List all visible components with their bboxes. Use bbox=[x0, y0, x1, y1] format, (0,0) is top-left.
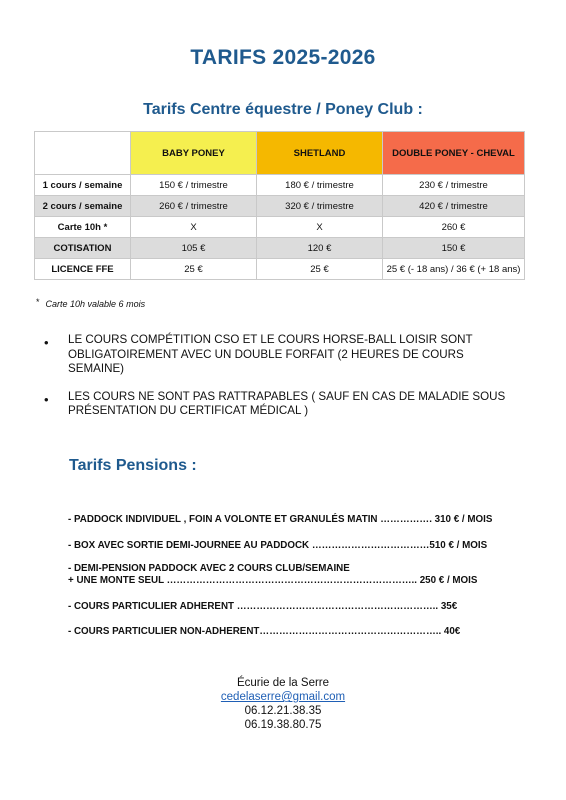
section-title-pensions: Tarifs Pensions : bbox=[69, 457, 197, 474]
table-cell: X bbox=[257, 217, 383, 238]
table-cell: 25 € (- 18 ans) / 36 € (+ 18 ans) bbox=[383, 259, 525, 280]
pension-item: - PADDOCK INDIVIDUEL , FOIN A VOLONTE ET GRANULÉS MATIN ……………. 310 € / MOIS bbox=[68, 514, 493, 525]
table-cell: 420 € / trimestre bbox=[383, 196, 525, 217]
table-row-label: 1 cours / semaine bbox=[35, 175, 131, 196]
footnote-asterisk: * bbox=[36, 297, 40, 307]
pension-item: - COURS PARTICULIER NON-ADHERENT……………………………………………….. 40€ bbox=[68, 626, 461, 637]
table-cell: 25 € bbox=[131, 259, 257, 280]
table-header-row bbox=[35, 132, 525, 175]
tarifs-table bbox=[34, 131, 525, 280]
contact-email-link[interactable]: cedelaserre@gmail.com bbox=[220, 691, 346, 703]
footnote-text: Carte 10h valable 6 mois bbox=[45, 299, 146, 309]
list-item bbox=[44, 333, 514, 377]
table-row-label: Carte 10h * bbox=[35, 217, 131, 238]
table-cell: X bbox=[131, 217, 257, 238]
table-cell: 180 € / trimestre bbox=[257, 175, 383, 196]
contact-phone: 06.12.21.38.35 bbox=[244, 705, 322, 717]
page-title: TARIFS 2025-2026 bbox=[190, 46, 376, 69]
footnote bbox=[36, 297, 145, 309]
bullet-icon: • bbox=[44, 335, 49, 350]
table-row bbox=[35, 217, 525, 238]
table-cell: 105 € bbox=[131, 238, 257, 259]
table-row bbox=[35, 259, 525, 280]
table-cell: 260 € / trimestre bbox=[131, 196, 257, 217]
table-header-empty bbox=[35, 132, 131, 175]
list-item bbox=[44, 390, 514, 419]
table-header-shetland: SHETLAND bbox=[257, 132, 383, 175]
table-row bbox=[35, 238, 525, 259]
pension-item: + UNE MONTE SEUL ………………………………………………………………….. 250 € / MOIS bbox=[68, 575, 478, 586]
table-row-label: 2 cours / semaine bbox=[35, 196, 131, 217]
pension-item: - DEMI-PENSION PADDOCK AVEC 2 COURS CLUB/SEMAINE bbox=[68, 563, 350, 574]
contact-phone: 06.19.38.80.75 bbox=[244, 719, 322, 731]
table-row bbox=[35, 196, 525, 217]
contact-name: Écurie de la Serre bbox=[236, 677, 330, 689]
table-cell: 25 € bbox=[257, 259, 383, 280]
table-row-label: LICENCE FFE bbox=[35, 259, 131, 280]
bullet-icon: • bbox=[44, 391, 49, 407]
table-header-double-poney: DOUBLE PONEY - CHEVAL bbox=[383, 132, 525, 175]
contact-block bbox=[0, 676, 566, 732]
table-row-label: COTISATION bbox=[35, 238, 131, 259]
table-cell: 230 € / trimestre bbox=[383, 175, 525, 196]
table-cell: 120 € bbox=[257, 238, 383, 259]
table-cell: 260 € bbox=[383, 217, 525, 238]
table-cell: 150 € bbox=[383, 238, 525, 259]
table-cell: 150 € / trimestre bbox=[131, 175, 257, 196]
table-cell: 320 € / trimestre bbox=[257, 196, 383, 217]
notes-list bbox=[44, 333, 514, 432]
table-row bbox=[35, 175, 525, 196]
section-title-centre-equestre: Tarifs Centre équestre / Poney Club : bbox=[143, 101, 423, 118]
table-header-baby-poney: BABY PONEY bbox=[131, 132, 257, 175]
note-text: LE COURS COMPÉTITION CSO ET LE COURS HORSE-BALL LOISIR SONT OBLIGATOIREMENT AVEC UN DOUBLE FORFAIT (2 HEURES DE COURS SEMAINE) bbox=[68, 333, 473, 375]
note-text: LES COURS NE SONT PAS RATTRAPABLES ( SAUF EN CAS DE MALADIE SOUS PRÉSENTATION DU CERTIFICAT MÉDICAL ) bbox=[68, 389, 506, 417]
pension-item: - COURS PARTICULIER ADHERENT …………………………………………………….. 35€ bbox=[68, 601, 458, 612]
pension-item: - BOX AVEC SORTIE DEMI-JOURNEE AU PADDOCK ………………………………510 € / MOIS bbox=[68, 540, 488, 551]
